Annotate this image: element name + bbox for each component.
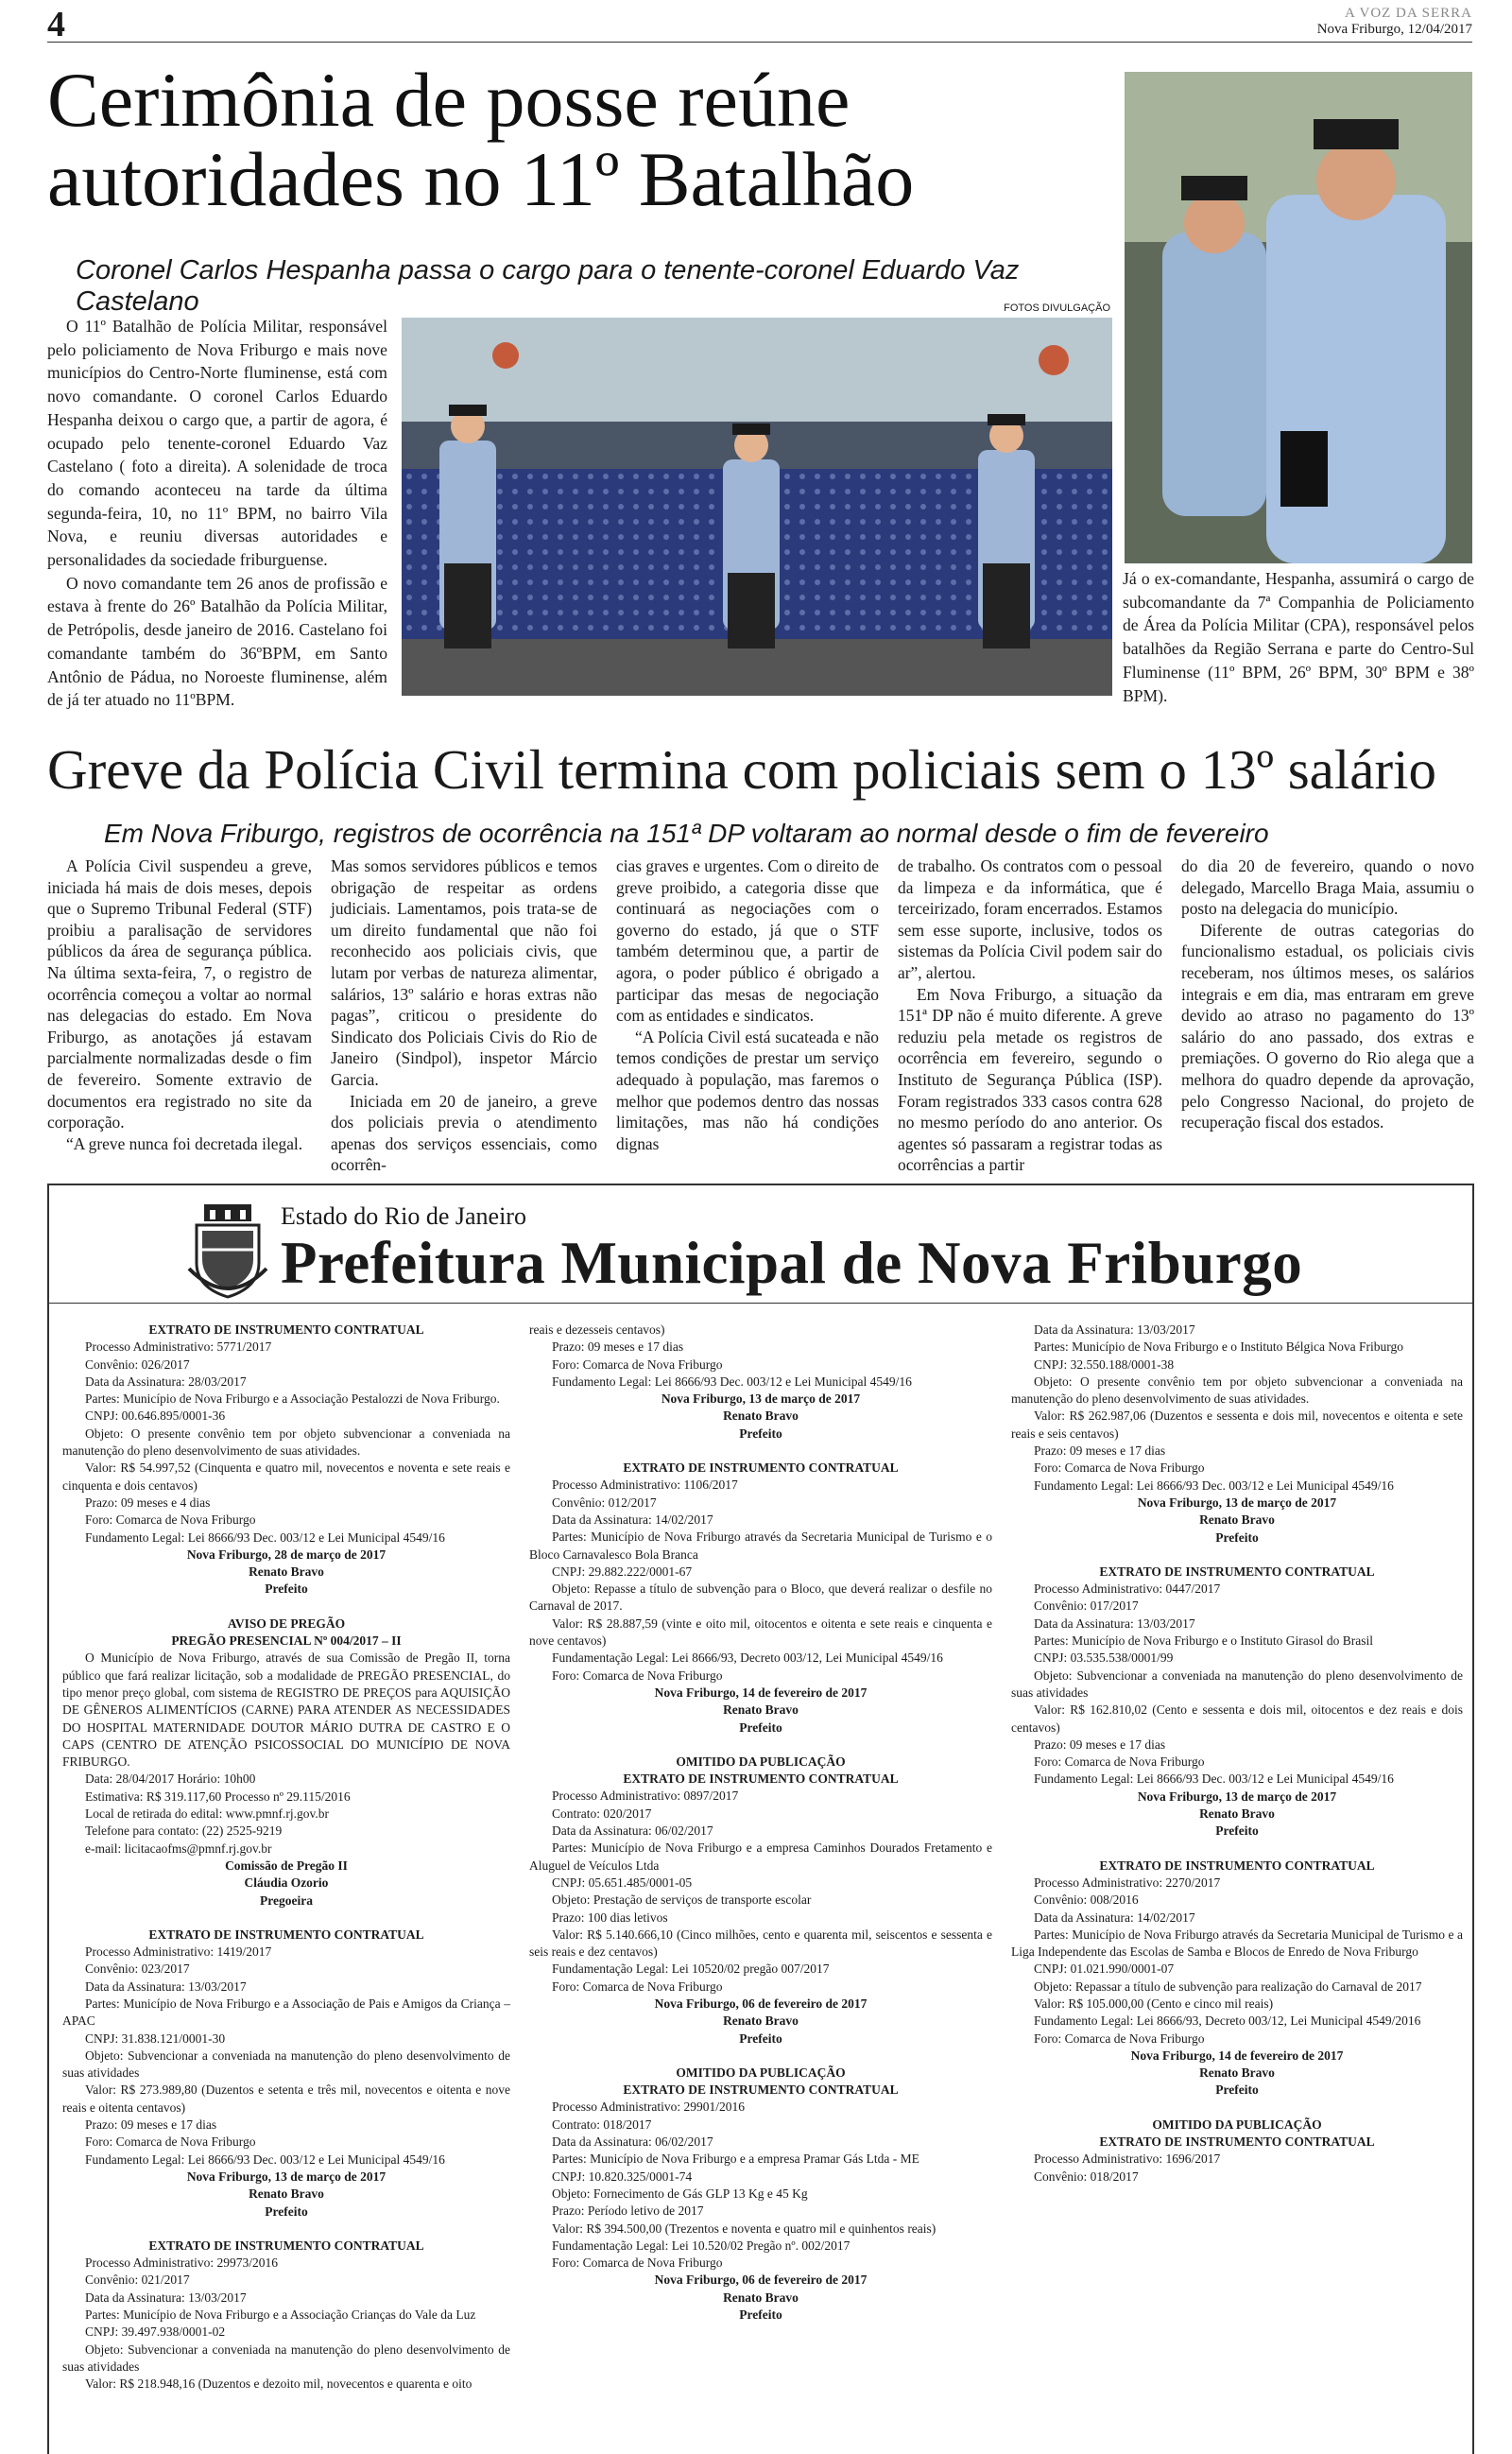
ad-title: Prefeitura Municipal de Nova Friburgo [281,1230,1303,1296]
story1-subheadline: Coronel Carlos Hespanha passa o cargo para o tenente-coronel Eduardo Vaz Castelano [76,255,1020,317]
notice-heading: Nova Friburgo, 13 de março de 2017 [186,2169,387,2184]
notice-line: Fundamento Legal: Lei 8666/93 Dec. 003/12 e Lei Municipal 4549/16 [1034,1771,1394,1787]
story1-paragraph: O novo comandante tem 26 anos de profissão e estava à frente do 26º Batalhão da Polícia Militar, de Petrópolis, desde janeiro de 2016. Castelano foi comandante também do 36ºBPM, em Santo Antônio de Pádua, no Noroeste fluminense, além de já ter atuado no 11ºBPM. [47,573,387,710]
notice-heading: PREGÃO PRESENCIAL Nº 004/2017 – II [171,1633,402,1649]
notice-line: O Município de Nova Friburgo, através de sua Comissão de Pregão II, torna público que fará realizar licitação, sob a modalidade de PREGÃO PRESENCIAL, do tipo menor preço global, com sistema de REGISTRO DE PREÇOS para AQUISIÇÃO DE GÊNEROS ALIMENTÍCIOS (CARNE) PARA ATENDER AS NECESSIDADES DO HOSPITAL MATERNIDADE DOUTOR MÁRIO DUTRA DE CASTRO E O CAPS (CENTRO DE ATENÇÃO PSICOSSOCIAL DO MUNICÍPIO DE NOVA FRIBURGO. [62,1650,510,1770]
notice-heading: Nova Friburgo, 14 de fevereiro de 2017 [654,1685,868,1700]
issue-date: Nova Friburgo, 12/04/2017 [1316,22,1472,37]
notice-line: CNPJ: 32.550.188/0001-38 [1034,1357,1175,1372]
notice-line: Processo Administrativo: 29901/2016 [552,2100,745,2115]
notice-heading: Renato Bravo [723,2013,799,2029]
notice-heading: Renato Bravo [249,2186,324,2202]
notice-line: Objeto: O presente convênio tem por objeto subvencionar a conveniada na manutenção do pleno desenvolvimento de suas atividades. [1011,1374,1463,1407]
notice-line: Data da Assinatura: 13/03/2017 [85,2290,247,2305]
story2-column-2 [331,855,597,1176]
notice-line: CNPJ: 31.838.121/0001-30 [85,2031,226,2046]
notice-line: CNPJ: 10.820.325/0001-74 [552,2169,693,2184]
notice-line: Prazo: 09 meses e 17 dias [1034,1737,1166,1752]
notice-line: Processo Administrativo: 1106/2017 [552,1478,738,1493]
publication-name: A VOZ DA SERRA [1345,6,1472,21]
notice-line: Prazo: 09 meses e 4 dias [85,1495,211,1510]
notice-line: Valor: R$ 218.948,16 (Duzentos e dezoito mil, novecentos e quarenta e oito [85,2376,472,2392]
notice-heading: Prefeito [739,1426,782,1441]
photo-caption: Já o ex-comandante, Hespanha, assumirá o cargo de subcomandante da 7ª Companhia de Policiamento de Área da Polícia Militar (CPA), responsável pelos batalhões da Região Serrana e parte do Centro-Sul Fluminense (11º BPM, 26º BPM, 30º BPM e 38º BPM). [1123,569,1474,705]
notice-line: Valor: R$ 54.997,52 (Cinquenta e quatro mil, novecentos e noventa e sete reais e cinquenta e dois centavos) [62,1460,510,1493]
notice-line: Valor: R$ 162.810,02 (Cento e sessenta e dois mil, oitocentos e dez reais e dois centavos) [1011,1702,1463,1735]
notice-heading: Nova Friburgo, 13 de março de 2017 [661,1391,861,1407]
notice-heading: EXTRATO DE INSTRUMENTO CONTRATUAL [623,1771,899,1787]
notice-line: Fundamento Legal: Lei 8666/93, Decreto 003/12, Lei Municipal 4549/2016 [1034,2013,1421,2029]
notice-line: Partes: Município de Nova Friburgo e a Associação Pestalozzi de Nova Friburgo. [85,1391,500,1407]
story2-column-1 [47,855,312,1154]
notice-line: Foro: Comarca de Nova Friburgo [1034,2031,1205,2046]
notice-line: Processo Administrativo: 5771/2017 [85,1339,272,1355]
notice-line: Convênio: 026/2017 [85,1357,190,1372]
story2-paragraph: “A greve nunca foi decretada ilegal. [66,1133,303,1153]
notice-heading: Renato Bravo [1199,1512,1275,1528]
notice-line: Valor: R$ 5.140.666,10 (Cinco milhões, cento e quarenta mil, seiscentos e sessenta e seis reais e dez centavos) [529,1927,992,1960]
notice-heading: EXTRATO DE INSTRUMENTO CONTRATUAL [623,2082,899,2098]
notice-heading: Nova Friburgo, 13 de março de 2017 [1137,1789,1337,1804]
story2-paragraph: Diferente de outras categorias do funcionalismo estadual, os policiais civis receberam, nos últimos meses, os salários integrais e em dia, mas entraram em greve devido ao atraso no pagamento do 13º salário do ano passado, dos extras e premiações. O governo do Rio alega que a melhora do quadro depende da aprovação, pelo Congresso Nacional, do projeto de recuperação fiscal dos estados. [1181,920,1474,1132]
notice-line: Foro: Comarca de Nova Friburgo [85,2134,256,2150]
notice-line: Processo Administrativo: 0447/2017 [1034,1581,1221,1597]
ad-state-name: Estado do Rio de Janeiro [281,1202,526,1230]
notice-line: Fundamento Legal: Lei 8666/93 Dec. 003/12 e Lei Municipal 4549/16 [85,2152,445,2167]
notice-line: Fundamento Legal: Lei 8666/93 Dec. 003/12 e Lei Municipal 4549/16 [1034,1478,1394,1493]
notice-line: Objeto: Fornecimento de Gás GLP 13 Kg e 45 Kg [552,2186,808,2201]
notice-line: Processo Administrativo: 29973/2016 [85,2255,278,2271]
notice-line: Foro: Comarca de Nova Friburgo [552,1357,723,1372]
notice-line: Convênio: 017/2017 [1034,1599,1139,1614]
notice-line: Data da Assinatura: 28/03/2017 [85,1374,247,1389]
photo-credit: FOTOS DIVULGAÇÃO [1004,302,1110,314]
notice-line: Prazo: Período letivo de 2017 [552,2203,704,2219]
notice-line: Processo Administrativo: 1419/2017 [85,1944,272,1960]
notice-line: Data da Assinatura: 13/03/2017 [1034,1322,1195,1337]
notice-heading: EXTRATO DE INSTRUMENTO CONTRATUAL [148,1322,424,1337]
notice-heading: OMITIDO DA PUBLICAÇÃO [1152,2117,1322,2132]
notice-line: Partes: Município de Nova Friburgo através da Secretaria Municipal de Turismo e o Bloco Carnavalesco Bola Branca [529,1529,992,1562]
notice-heading: Renato Bravo [723,1408,799,1424]
notice-line: Processo Administrativo: 1696/2017 [1034,2152,1221,2167]
story2-headline: Greve da Polícia Civil termina com policiais sem o 13º salário [47,738,1436,801]
notice-line: Fundamento Legal: Lei 8666/93 Dec. 003/12 e Lei Municipal 4549/16 [552,1374,912,1389]
notice-line: Partes: Município de Nova Friburgo e o Instituto Girasol do Brasil [1034,1633,1373,1649]
notice-heading: Pregoeira [260,1892,313,1908]
notice-heading: Prefeito [1215,1529,1259,1545]
notice-line: Partes: Município de Nova Friburgo e o Instituto Bélgica Nova Friburgo [1034,1339,1403,1355]
notice-heading: Nova Friburgo, 06 de fevereiro de 2017 [654,2273,868,2288]
notice-heading: AVISO DE PREGÃO [227,1616,346,1631]
page-number: 4 [47,5,65,44]
notice-line: Fundamentação Legal: Lei 8666/93, Decreto 003/12, Lei Municipal 4549/16 [552,1650,943,1666]
story2-paragraph: Mas somos servidores públicos e temos obrigação de respeitar as ordens judiciais. Lamentamos, pois trata-se de um direito fundamental que não foi reconhecido aos policiais civis, que lutam por verbas de natureza alimentar, salários, 13º salário e horas extras não pagas”, criticou o presidente do Sindicato dos Policiais Civis do Rio de Janeiro (Sindpol), inspetor Márcio Garcia. [331,856,597,1089]
notice-line: Partes: Município de Nova Friburgo e a empresa Caminhos Dourados Fretamento e Aluguel de Veículos Ltda [529,1840,992,1873]
notice-heading: Renato Bravo [723,2290,799,2305]
notice-line: Prazo: 09 meses e 17 dias [552,1339,684,1355]
notice-column-3 [1011,1322,1463,2186]
notice-heading: Renato Bravo [1199,1806,1275,1822]
notice-heading: Nova Friburgo, 13 de março de 2017 [1137,1495,1337,1510]
story2-paragraph: Em Nova Friburgo, a situação da 151ª DP não é muito diferente. A greve reduziu pela metade os registros de ocorrência em fevereiro, segundo o Instituto de Segurança Pública (ISP). Foram registrados 333 casos contra 628 no mesmo período do ano anterior. Os agentes só passaram a registrar todas as ocorrências a partir [898,984,1162,1175]
story2-paragraph: cias graves e urgentes. Com o direito de greve proibido, a categoria disse que continuará as negociações com o governo do estado, já que o STF também determinou que, a partir de agora, o poder público é obrigado a participar das mesas de negociação com as entidades e sindicatos. [616,856,879,1026]
notice-line: Prazo: 09 meses e 17 dias [1034,1443,1166,1459]
notice-line: CNPJ: 39.497.938/0001-02 [85,2324,226,2340]
notice-line: Valor: R$ 273.989,80 (Duzentos e setenta e três mil, novecentos e oitenta e nove reais e oitenta centavos) [62,2082,510,2115]
commander-photo-image [1125,72,1472,563]
notice-heading: Nova Friburgo, 14 de fevereiro de 2017 [1130,2048,1344,2063]
notice-line: Fundamentação Legal: Lei 10.520/02 Pregão nº. 002/2017 [552,2238,850,2253]
notice-heading: Prefeito [739,1720,782,1735]
notice-line: Convênio: 023/2017 [85,1961,190,1977]
notice-line: Valor: R$ 28.887,59 (vinte e oito mil, oitocentos e oitenta e sete reais e cinquenta e nove centavos) [529,1616,992,1649]
story1-body [47,315,387,712]
ad-title-rule [49,1303,1472,1304]
notice-heading: Prefeito [1215,1823,1259,1839]
story2-paragraph: A Polícia Civil suspendeu a greve, iniciada há mais de dois meses, depois que o Supremo Tribunal Federal (STF) proibiu a paralisação de servidores públicos da área de segurança pública. Na última sexta-feira, 7, o registro de ocorrência começou a voltar ao normal nas delegacias do estado. Em Nova Friburgo, as anotações já estavam parcialmente normalizadas desde o fim de fevereiro. Somente extravio de documentos era registrado no site da corporação. [47,856,312,1132]
story2-paragraph: de trabalho. Os contratos com o pessoal da limpeza e da informática, que é terceirizado, foram encerrados. Estamos sem esse suporte, inclusive, todos os sistemas da Polícia Civil podem sair do ar”, alertou. [898,856,1162,982]
notice-line: Objeto: Repassar a título de subvenção para realização do Carnaval de 2017 [1034,1979,1422,1994]
notice-line: Prazo: 09 meses e 17 dias [85,2117,217,2133]
notice-heading: Nova Friburgo, 28 de março de 2017 [186,1547,387,1562]
ceremony-photo [402,318,1112,696]
notice-line: Partes: Município de Nova Friburgo e a Associação de Pais e Amigos da Criança – APAC [62,1996,510,2029]
notice-line: Fundamento Legal: Lei 8666/93 Dec. 003/12 e Lei Municipal 4549/16 [85,1529,445,1545]
notice-line: Telefone para contato: (22) 2525-9219 [85,1823,283,1839]
notice-heading: Prefeito [265,2203,308,2219]
notice-line: Data da Assinatura: 14/02/2017 [1034,1910,1195,1925]
story1-paragraph: O 11º Batalhão de Polícia Militar, responsável pelo policiamento de Nova Friburgo e mais nove municípios do Centro-Norte fluminense, está com novo comandante. O coronel Carlos Eduardo Hespanha deixou o cargo que, a partir de agora, é ocupado pelo tenente-coronel Eduardo Vaz Castelano ( foto a direita). A solenidade de troca do comando aconteceu na tarde da última segunda-feira, 10, no 11º BPM, no bairro Vila Nova, e reuniu diversas autoridades e personalidades da sociedade friburguense. [47,317,387,570]
notice-line: reais e dezesseis centavos) [529,1322,665,1337]
notice-column-2 [529,1322,992,2324]
notice-line: Prazo: 100 dias letivos [552,1910,668,1925]
ceremony-photo-image [402,318,1112,696]
notice-line: Fundamentação Legal: Lei 10520/02 pregão 007/2017 [552,1961,830,1977]
notice-line: e-mail: licitacaofms@pmnf.rj.gov.br [85,1840,272,1856]
notice-heading: Nova Friburgo, 06 de fevereiro de 2017 [654,1996,868,2011]
notice-line: Processo Administrativo: 2270/2017 [1034,1875,1221,1890]
story2-column-5 [1181,855,1474,1133]
notice-line: CNPJ: 29.882.222/0001-67 [552,1564,693,1579]
notice-line: Local de retirada do edital: www.pmnf.rj.gov.br [85,1806,330,1822]
notice-heading: EXTRATO DE INSTRUMENTO CONTRATUAL [1099,1858,1375,1873]
notice-line: Objeto: O presente convênio tem por objeto subvencionar a conveniada na manutenção do pleno desenvolvimento de suas atividades. [62,1426,510,1459]
notice-heading: EXTRATO DE INSTRUMENTO CONTRATUAL [623,1460,899,1476]
notice-line: Estimativa: R$ 319.117,60 Processo nº 29.115/2016 [85,1789,351,1804]
notice-line: Data da Assinatura: 13/03/2017 [85,1979,247,1994]
notice-line: Foro: Comarca de Nova Friburgo [1034,1754,1205,1770]
notice-heading: Renato Bravo [1199,2065,1275,2081]
coat-of-arms-icon [187,1202,268,1305]
notice-line: CNPJ: 03.535.538/0001/99 [1034,1650,1174,1666]
notice-line: Objeto: Prestação de serviços de transporte escolar [552,1892,812,1908]
header-rule [47,42,1472,43]
notice-line: Foro: Comarca de Nova Friburgo [85,1512,256,1528]
masthead [1317,6,1472,38]
commander-photo [1125,72,1472,563]
notice-line: Valor: R$ 105.000,00 (Cento e cinco mil reais) [1034,1996,1274,2011]
notice-line: Valor: R$ 262.987,06 (Duzentos e sessenta e dois mil, novecentos e oitenta e sete reais e seis centavos) [1011,1408,1463,1441]
notice-line: Objeto: Subvencionar a conveniada na manutenção do pleno desenvolvimento de suas atividades [62,2048,510,2081]
notice-heading: Comissão de Pregão II [225,1858,348,1873]
notice-line: CNPJ: 05.651.485/0001-05 [552,1875,693,1890]
notice-line: CNPJ: 00.646.895/0001-36 [85,1408,226,1424]
notice-line: Foro: Comarca de Nova Friburgo [552,1979,723,1994]
notice-line: Convênio: 012/2017 [552,1495,657,1510]
notice-line: Convênio: 008/2016 [1034,1892,1139,1908]
notice-line: Data: 28/04/2017 Horário: 10h00 [85,1771,256,1787]
notice-heading: OMITIDO DA PUBLICAÇÃO [676,2065,846,2080]
notice-line: Partes: Município de Nova Friburgo e a Associação Crianças do Vale da Luz [85,2307,476,2323]
notice-line: Objeto: Subvencionar a conveniada na manutenção do pleno desenvolvimento de suas atividades [1011,1668,1463,1700]
notice-line: Partes: Município de Nova Friburgo através da Secretaria Municipal de Turismo e a Liga Independente das Escolas de Samba e Blocos de Enredo de Nova Friburgo [1011,1927,1463,1960]
notice-heading: EXTRATO DE INSTRUMENTO CONTRATUAL [148,1927,424,1942]
story2-column-4 [898,855,1162,1176]
notice-line: Objeto: Repasse a título de subvenção para o Bloco, que deverá realizar o desfile no Carnaval de 2017. [529,1581,992,1614]
notice-line: Data da Assinatura: 13/03/2017 [1034,1616,1195,1631]
notice-line: Contrato: 018/2017 [552,2117,652,2132]
notice-line: Convênio: 021/2017 [85,2273,190,2288]
story1-headline: Cerimônia de posse reúne autoridades no 11º Batalhão [47,57,915,222]
notice-line: Processo Administrativo: 0897/2017 [552,1789,739,1804]
notice-line: Valor: R$ 394.500,00 (Trezentos e noventa e quatro mil e quinhentos reais) [552,2221,936,2236]
notice-heading: EXTRATO DE INSTRUMENTO CONTRATUAL [148,2238,424,2253]
notice-line: Contrato: 020/2017 [552,1806,652,1821]
story2-column-3 [616,855,879,1154]
notice-heading: Prefeito [265,1581,308,1597]
notice-heading: Prefeito [739,2307,782,2323]
notice-line: CNPJ: 01.021.990/0001-07 [1034,1961,1175,1977]
notice-line: Foro: Comarca de Nova Friburgo [552,2255,723,2271]
notice-heading: EXTRATO DE INSTRUMENTO CONTRATUAL [1099,1564,1375,1579]
notice-heading: EXTRATO DE INSTRUMENTO CONTRATUAL [1099,2134,1375,2150]
notice-heading: Renato Bravo [723,1702,799,1718]
notice-column-1 [62,1322,510,2394]
story2-paragraph: do dia 20 de fevereiro, quando o novo delegado, Marcello Braga Maia, assumiu o posto na delegacia do município. [1181,856,1474,919]
story2-subheadline: Em Nova Friburgo, registros de ocorrência na 151ª DP voltaram ao normal desde o fim de fevereiro [104,819,1269,848]
notice-line: Data da Assinatura: 06/02/2017 [552,1823,713,1839]
notice-line: Partes: Município de Nova Friburgo e a empresa Pramar Gás Ltda - ME [552,2152,919,2167]
notice-heading: Cláudia Ozorio [244,1875,329,1891]
notice-line: Convênio: 018/2017 [1034,2169,1139,2184]
story2-paragraph: Iniciada em 20 de janeiro, a greve dos policiais previa o atendimento apenas dos serviços essenciais, como ocorrên- [331,1091,597,1175]
notice-heading: Prefeito [739,2031,782,2046]
notice-line: Objeto: Subvencionar a conveniada na manutenção do pleno desenvolvimento de suas atividades [62,2342,510,2374]
story2-paragraph: “A Polícia Civil está sucateada e não temos condições de prestar um serviço adequado à população, mas faremos o melhor que podemos dentro das nossas limitações, mas não há condições dignas [616,1027,879,1153]
notice-line: Foro: Comarca de Nova Friburgo [1034,1460,1205,1476]
notice-line: Data da Assinatura: 14/02/2017 [552,1512,713,1527]
notice-heading: Prefeito [1215,2082,1259,2098]
notice-heading: Renato Bravo [249,1564,324,1580]
notice-line: Foro: Comarca de Nova Friburgo [552,1668,723,1683]
notice-heading: OMITIDO DA PUBLICAÇÃO [676,1754,846,1769]
notice-line: Data da Assinatura: 06/02/2017 [552,2134,713,2150]
